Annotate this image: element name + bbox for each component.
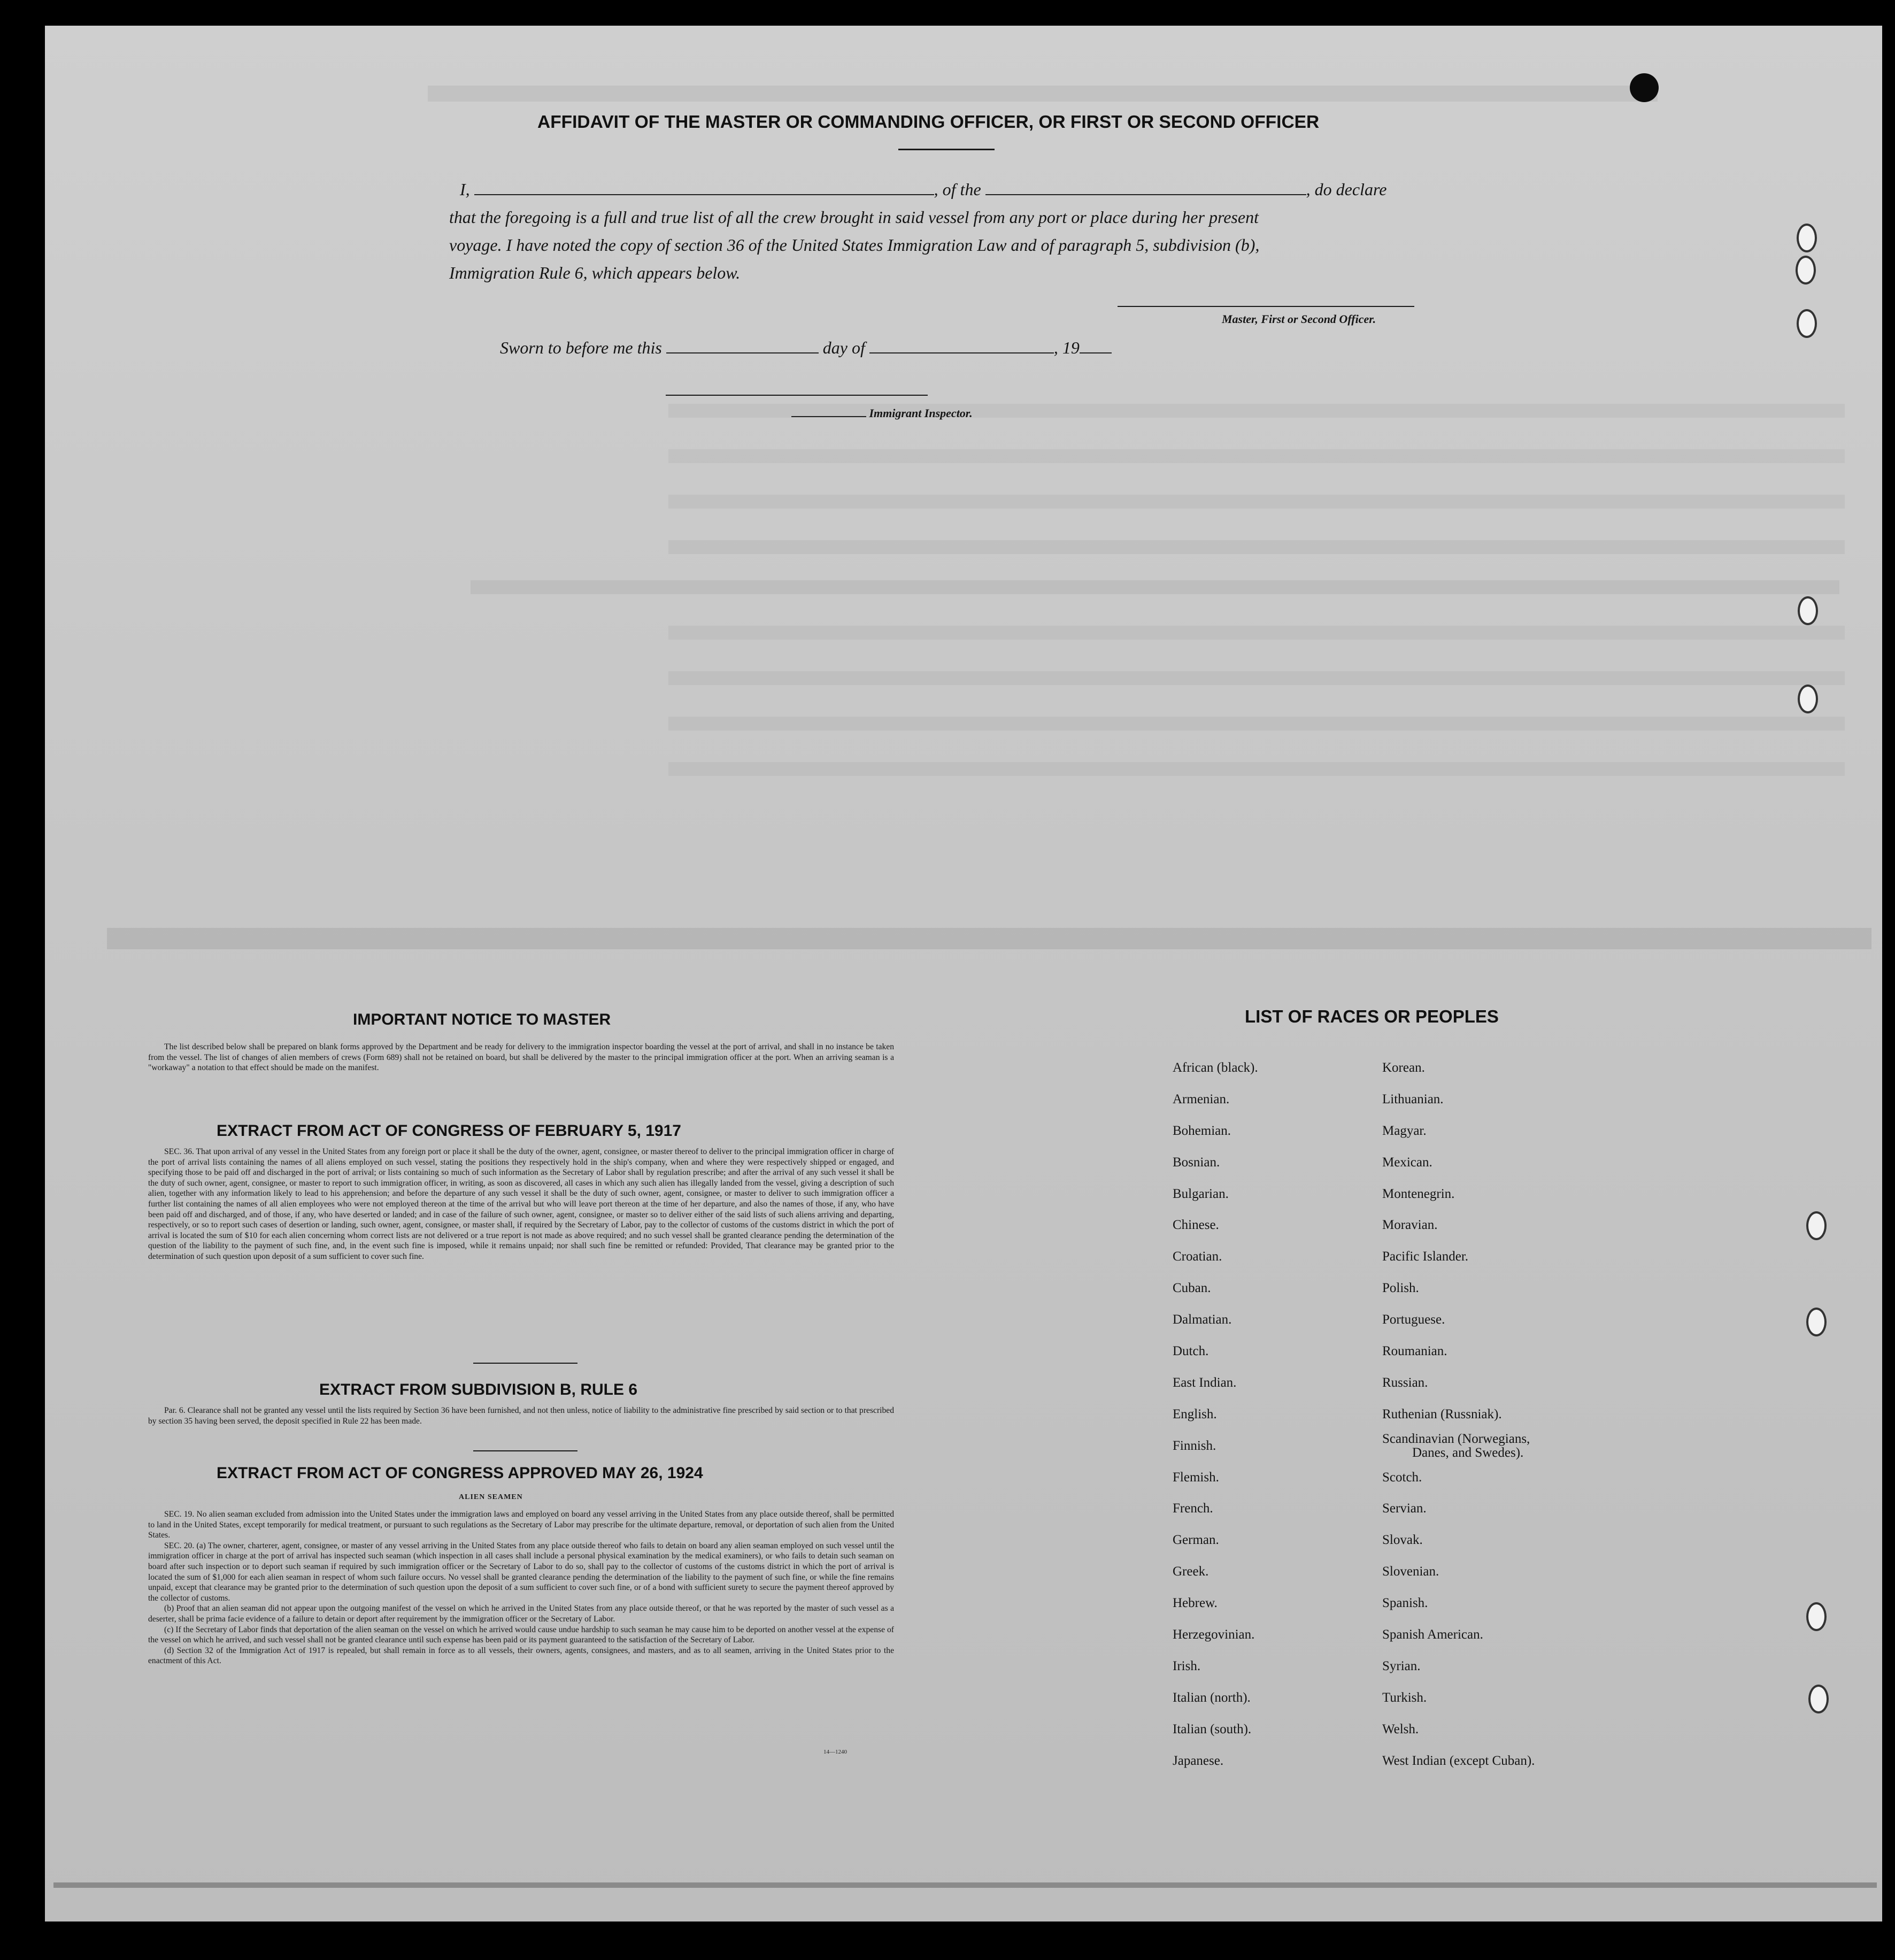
notice-text bbox=[148, 1042, 894, 1073]
binder-hole bbox=[1798, 596, 1818, 625]
extract-1917-text bbox=[148, 1147, 894, 1262]
race-item: Roumanian. bbox=[1382, 1344, 1447, 1359]
divider-rule bbox=[473, 1450, 577, 1451]
extract-rule6-text bbox=[148, 1405, 894, 1426]
of-the-text: , of the bbox=[934, 180, 981, 199]
sec20c-paragraph: (c) If the Secretary of Labor finds that deportation of the alien seaman on the vessel on which he arrived would cause undue hardship to such seaman he may cause him to be deported on another vessel at the expense of the vessel on which he arrived, and such vessel shall not be granted clearance until such expense has been paid or its payment guaranteed to the satisfaction of the Secretary of Labor. bbox=[148, 1625, 894, 1645]
bleed-through-row bbox=[668, 449, 1845, 463]
race-item: Montenegrin. bbox=[1382, 1186, 1455, 1201]
bleed-through-row bbox=[668, 540, 1845, 554]
race-item: Polish. bbox=[1382, 1281, 1419, 1296]
par6-paragraph: Par. 6. Clearance shall not be granted any vessel until the lists required by Section 36 have been furnished, and not then unless, notice of liability to the administrative fine prescribed by said section or to that prescribed by section 35 having been served, the deposit specified in Rule 22 has been made. bbox=[148, 1406, 894, 1426]
race-item: Ruthenian (Russniak). bbox=[1382, 1406, 1502, 1421]
sheet-edge bbox=[53, 1882, 1877, 1888]
race-item: Scotch. bbox=[1382, 1470, 1422, 1485]
race-item: Armenian. bbox=[1173, 1092, 1230, 1106]
punch-hole bbox=[1630, 73, 1659, 102]
sworn-year-prefix: , 19 bbox=[1053, 338, 1080, 357]
affidavit-title: AFFIDAVIT OF THE MASTER OR COMMANDING OFFICER, OR FIRST OR SECOND OFFICER bbox=[537, 112, 1320, 132]
bleed-through-row bbox=[471, 580, 1839, 594]
race-item: Lithuanian. bbox=[1382, 1092, 1444, 1106]
race-item: Slovak. bbox=[1382, 1533, 1423, 1548]
race-item: Finnish. bbox=[1173, 1438, 1216, 1453]
inspector-signature-label bbox=[791, 406, 973, 420]
race-item-continuation: Danes, and Swedes). bbox=[1412, 1445, 1524, 1460]
race-item: Bohemian. bbox=[1173, 1123, 1231, 1138]
sworn-prefix: Sworn to before me this bbox=[500, 338, 662, 357]
binder-hole bbox=[1798, 685, 1818, 713]
binder-hole bbox=[1806, 1211, 1827, 1240]
sworn-year-field[interactable] bbox=[1080, 350, 1112, 353]
sworn-day-of: day of bbox=[822, 338, 865, 357]
binder-hole bbox=[1806, 1602, 1827, 1631]
race-item: Mexican. bbox=[1382, 1155, 1432, 1170]
race-item: Dutch. bbox=[1173, 1344, 1209, 1359]
bleed-through-row bbox=[668, 495, 1845, 509]
sec20d-paragraph: (d) Section 32 of the Immigration Act of 1917 is repealed, but shall remain in force as to all vessels, their owners, agents, consignees, and masters, and as to all seamen, arriving in the United States prior to the enactment of this Act. bbox=[148, 1646, 894, 1666]
race-item: Pacific Islander. bbox=[1382, 1249, 1469, 1264]
sec36-paragraph: SEC. 36. That upon arrival of any vessel in the United States from any foreign port or place it shall be the duty of the owner, agent, consignee, or master thereof to deliver to the principal immigration officer in charge of the port of arrival lists containing the names of all aliens employed on such vessel, stating the positions they respectively hold in the ship's company, when and where they were respectively shipped or engaged, and specifying those to be paid off and discharged in the port of arrival; or lists containing so much of such information as the Secretary of Labor shall by regulation prescribe; and after the arrival of any such vessel it shall be the duty of such owner, agent, consignee, or master to report to such immigration officer, in writing, as soon as discovered, all cases in which any such alien has illegally landed from the vessel, giving a description of such alien, together with any information likely to lead to his apprehension; and before the departure of any such vessel it shall be the duty of such owner, agent, consignee, or master to deliver to such immigration officer a further list containing the names of all alien employees who were not employed thereon at the time of the arrival but who will leave port thereon at the time of her departure, and also the names of those, if any, who have been paid off and discharged, and of those, if any, who have deserted or landed; and in case of the failure of such owner, agent, consignee, or master so to deliver either of the said lists of such aliens arriving and departing, respectively, or so to report such cases of desertion or landing, such owner, agent, consignee, or master shall, if required by the Secretary of Labor, pay to the collector of customs of the customs district in which the port of arrival is located the sum of $10 for each alien concerning whom correct lists are not delivered or a true report is not made as above required; and no such vessel shall be granted clearance pending the determination of the question of the liability to the payment of such fine, and, in the event such fine is imposed, while it remains unpaid; nor shall such fine be remitted or refunded: Provided, That clearance may be granted prior to the determination of such question upon deposit of a sum sufficient to cover such fine. bbox=[148, 1147, 894, 1261]
extract-1917-title: EXTRACT FROM ACT OF CONGRESS OF FEBRUARY 5, 1917 bbox=[217, 1122, 681, 1140]
declarant-name-field[interactable] bbox=[474, 192, 934, 195]
notice-paragraph: The list described below shall be prepared on blank forms approved by the Department and be ready for delivery to the immigration inspector boarding the vessel at the port of arrival, and shall in no instance be taken from the vessel. The list of changes of alien members of crews (Form 689) shall not be retained on board, but shall be delivered by the master to the principal immigration officer at the port. When an arriving seaman is a "workaway" a notation to that effect should be made on the manifest. bbox=[148, 1042, 894, 1073]
sworn-line bbox=[500, 338, 1112, 358]
race-item: English. bbox=[1173, 1406, 1217, 1421]
sec20b-paragraph: (b) Proof that an alien seaman did not appear upon the outgoing manifest of the vessel on which he arrived in the United States from any place outside thereof, or that he was reported by the master of such vessel as a deserter, shall be prima facie evidence of a failure to detain or deport after requirement by the immigration officer or the Secretary of Labor. bbox=[148, 1604, 894, 1624]
affidavit-line-3: voyage. I have noted the copy of section 36 of the United States Immigration Law and of paragraph 5, subdivision (b), bbox=[449, 235, 1260, 255]
races-left-column bbox=[1173, 1052, 1258, 1777]
race-item: Japanese. bbox=[1173, 1753, 1224, 1768]
binder-hole bbox=[1797, 224, 1817, 252]
extract-1924-text bbox=[148, 1509, 894, 1666]
race-item: Servian. bbox=[1382, 1501, 1427, 1516]
races-right-column bbox=[1382, 1052, 1535, 1777]
binder-hole bbox=[1797, 309, 1817, 338]
race-item: Russian. bbox=[1382, 1375, 1428, 1390]
affidavit-title-rule bbox=[898, 149, 995, 150]
race-item: Croatian. bbox=[1173, 1249, 1222, 1264]
binder-hole bbox=[1796, 256, 1816, 285]
race-item: German. bbox=[1173, 1533, 1219, 1548]
race-item: Portuguese. bbox=[1382, 1312, 1445, 1327]
race-item: Syrian. bbox=[1382, 1658, 1421, 1673]
race-item: Spanish American. bbox=[1382, 1627, 1483, 1642]
race-item: Bosnian. bbox=[1173, 1155, 1220, 1170]
race-item: Italian (south). bbox=[1173, 1721, 1252, 1736]
race-item: East Indian. bbox=[1173, 1375, 1237, 1390]
affidavit-line-1 bbox=[460, 180, 1386, 199]
extract-1924-title: EXTRACT FROM ACT OF CONGRESS APPROVED MAY 26, 1924 bbox=[217, 1464, 703, 1482]
bleed-through-row bbox=[668, 626, 1845, 640]
race-item: Bulgarian. bbox=[1173, 1186, 1229, 1201]
bleed-through-row bbox=[668, 671, 1845, 685]
race-item: French. bbox=[1173, 1501, 1213, 1516]
extract-rule6-title: EXTRACT FROM SUBDIVISION B, RULE 6 bbox=[319, 1381, 638, 1398]
race-item: Korean. bbox=[1382, 1060, 1425, 1075]
race-item: Greek. bbox=[1173, 1564, 1209, 1579]
race-item: Spanish. bbox=[1382, 1596, 1428, 1611]
race-item: Herzegovinian. bbox=[1173, 1627, 1255, 1642]
sec19-paragraph: SEC. 19. No alien seaman excluded from admission into the United States under the immigration laws and employed on board any vessel arriving in the United States from any place outside thereof, shall be permitted to land in the United States, except temporarily for medical treatment, or pursuant to such regulations as the Secretary of Labor may prescribe for the ultimate departure, removal, or deportation of such alien from the United States. bbox=[148, 1510, 894, 1540]
race-item: Turkish. bbox=[1382, 1690, 1427, 1705]
notice-title: IMPORTANT NOTICE TO MASTER bbox=[353, 1011, 611, 1028]
bleed-through-row bbox=[107, 928, 1871, 949]
races-title: LIST OF RACES OR PEOPLES bbox=[1245, 1006, 1499, 1026]
race-item: Hebrew. bbox=[1173, 1596, 1218, 1611]
divider-rule bbox=[473, 1363, 577, 1364]
sec20a-paragraph: SEC. 20. (a) The owner, charterer, agent, consignee, or master of any vessel arriving in the United States from any place outside thereof who fails to detain on board any alien seaman employed on such vessel until the immigration officer in charge at the port of arrival has inspected such seaman (which inspection in all cases shall include a personal physical examination by the medical examiners), or who fails to detain such seaman on board after such inspection or to deport such seaman if required by such immigration officer or the Secretary of Labor to do so, shall pay to the collector of customs of the customs district in which the port of arrival is located the sum of $1,000 for each alien seaman in respect of whom such failure occurs. No vessel shall be granted clearance pending the determination of the liability to the payment of such fine, or while the fine remains unpaid, except that clearance may be granted prior to the determination of such question upon the deposit of a sum sufficient to cover such fine, or of a bond with sufficient surety to secure the payment thereof approved by the collector of customs. bbox=[148, 1541, 894, 1603]
race-item: Welsh. bbox=[1382, 1721, 1419, 1736]
affidavit-line-2: that the foregoing is a full and true list of all the crew brought in said vessel from any port or place during her present bbox=[449, 207, 1259, 227]
master-signature-label: Master, First or Second Officer. bbox=[1222, 312, 1376, 326]
affidavit-line-4: Immigration Rule 6, which appears below. bbox=[449, 263, 741, 282]
race-item: African (black). bbox=[1173, 1060, 1258, 1075]
inspector-label-text: Immigrant Inspector. bbox=[869, 406, 973, 420]
race-item: Cuban. bbox=[1173, 1281, 1211, 1296]
bleed-through-row bbox=[428, 86, 1658, 102]
vessel-name-field[interactable] bbox=[985, 192, 1306, 195]
binder-hole bbox=[1806, 1308, 1827, 1336]
bleed-through-row bbox=[668, 717, 1845, 731]
race-item: Flemish. bbox=[1173, 1470, 1219, 1485]
race-item: Moravian. bbox=[1382, 1218, 1438, 1233]
bleed-through-row bbox=[668, 762, 1845, 776]
race-item: Irish. bbox=[1173, 1658, 1201, 1673]
binder-hole bbox=[1808, 1685, 1829, 1713]
sworn-day-field[interactable] bbox=[666, 350, 819, 353]
inspector-signature-line[interactable] bbox=[666, 395, 928, 396]
form-number: 14—1240 bbox=[823, 1749, 847, 1755]
race-item: Italian (north). bbox=[1173, 1690, 1251, 1705]
race-item: Dalmatian. bbox=[1173, 1312, 1232, 1327]
race-item: Magyar. bbox=[1382, 1123, 1427, 1138]
race-item: Scandinavian (Norwegians, Danes, and Swedes). bbox=[1382, 1431, 1535, 1462]
race-item: Slovenian. bbox=[1382, 1564, 1439, 1579]
race-item: West Indian (except Cuban). bbox=[1382, 1753, 1535, 1768]
extract-1924-subtitle: ALIEN SEAMEN bbox=[459, 1493, 523, 1501]
master-signature-line[interactable] bbox=[1118, 306, 1414, 307]
sworn-month-field[interactable] bbox=[869, 350, 1054, 353]
do-declare-text: , do declare bbox=[1306, 180, 1387, 199]
declarant-prefix: I, bbox=[460, 180, 470, 199]
race-item: Chinese. bbox=[1173, 1218, 1219, 1233]
